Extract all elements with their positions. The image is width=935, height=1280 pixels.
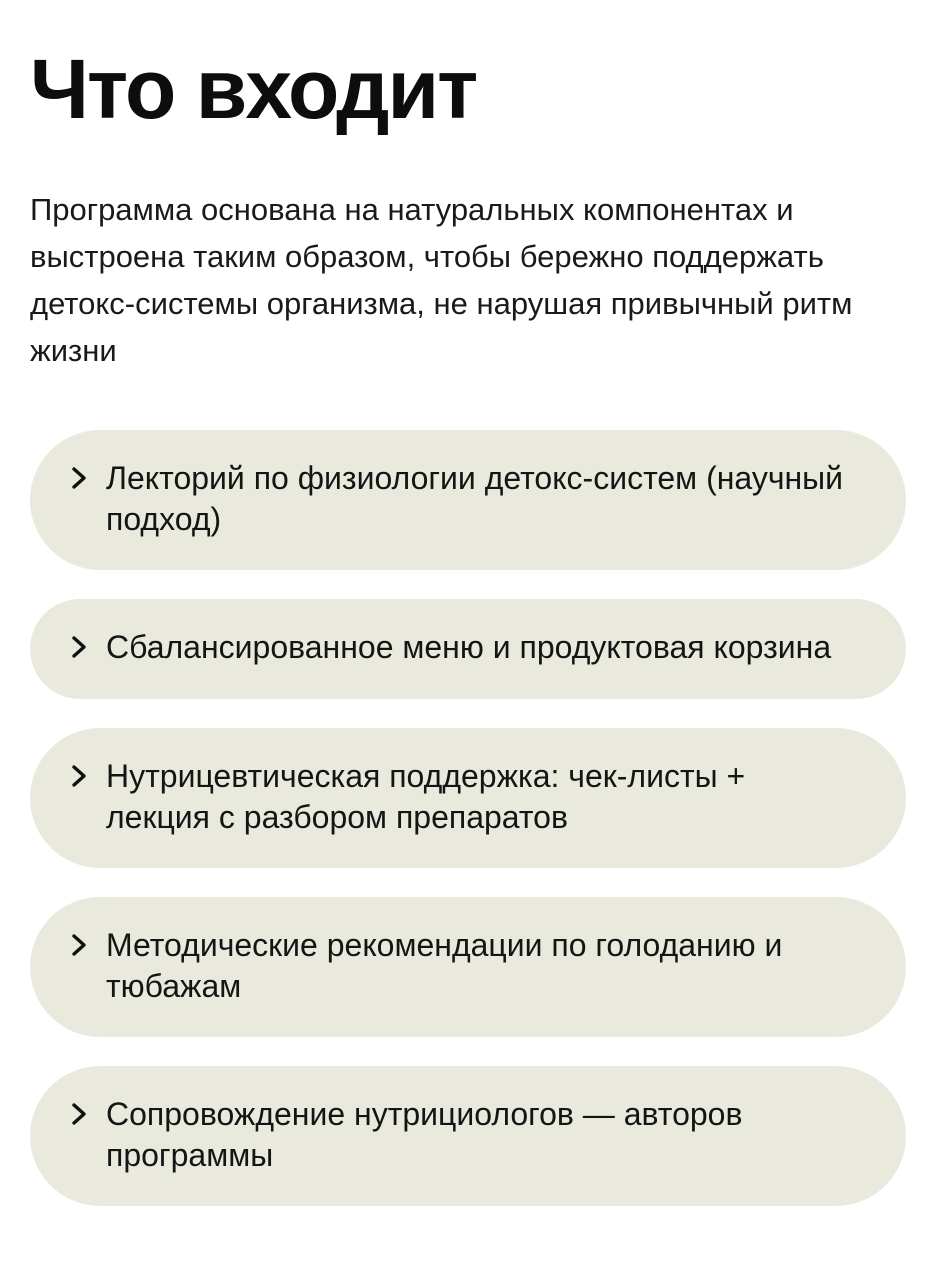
list-item-label: Сбалансированное меню и продуктовая корзина [106, 629, 832, 665]
chevron-right-icon [71, 466, 89, 490]
page-title: Что входит [30, 42, 477, 136]
chevron-right-icon [71, 764, 89, 788]
list-item [30, 599, 906, 699]
chevron-right-icon [71, 933, 89, 957]
chevron-right-icon [71, 635, 89, 659]
list-item-label: Сопровождение нутрициологов — авторов программы [106, 1096, 743, 1173]
list-item [30, 1066, 906, 1206]
intro-paragraph: Программа основана на натуральных компонентах и выстроена таким образом, чтобы бережно поддержать детокс-системы организма, не нарушая привычный ритм жизни [30, 192, 853, 368]
list-item-label: Нутрицевтическая поддержка: чек-листы + лекция с разбором препаратов [106, 758, 746, 835]
chevron-right-icon [71, 1102, 89, 1126]
list-item [30, 430, 906, 570]
list-item [30, 897, 906, 1037]
list-item [30, 728, 906, 868]
list-item-label: Лекторий по физиологии детокс-систем (научный подход) [106, 460, 844, 537]
list-item-label: Методические рекомендации по голоданию и тюбажам [106, 927, 783, 1004]
